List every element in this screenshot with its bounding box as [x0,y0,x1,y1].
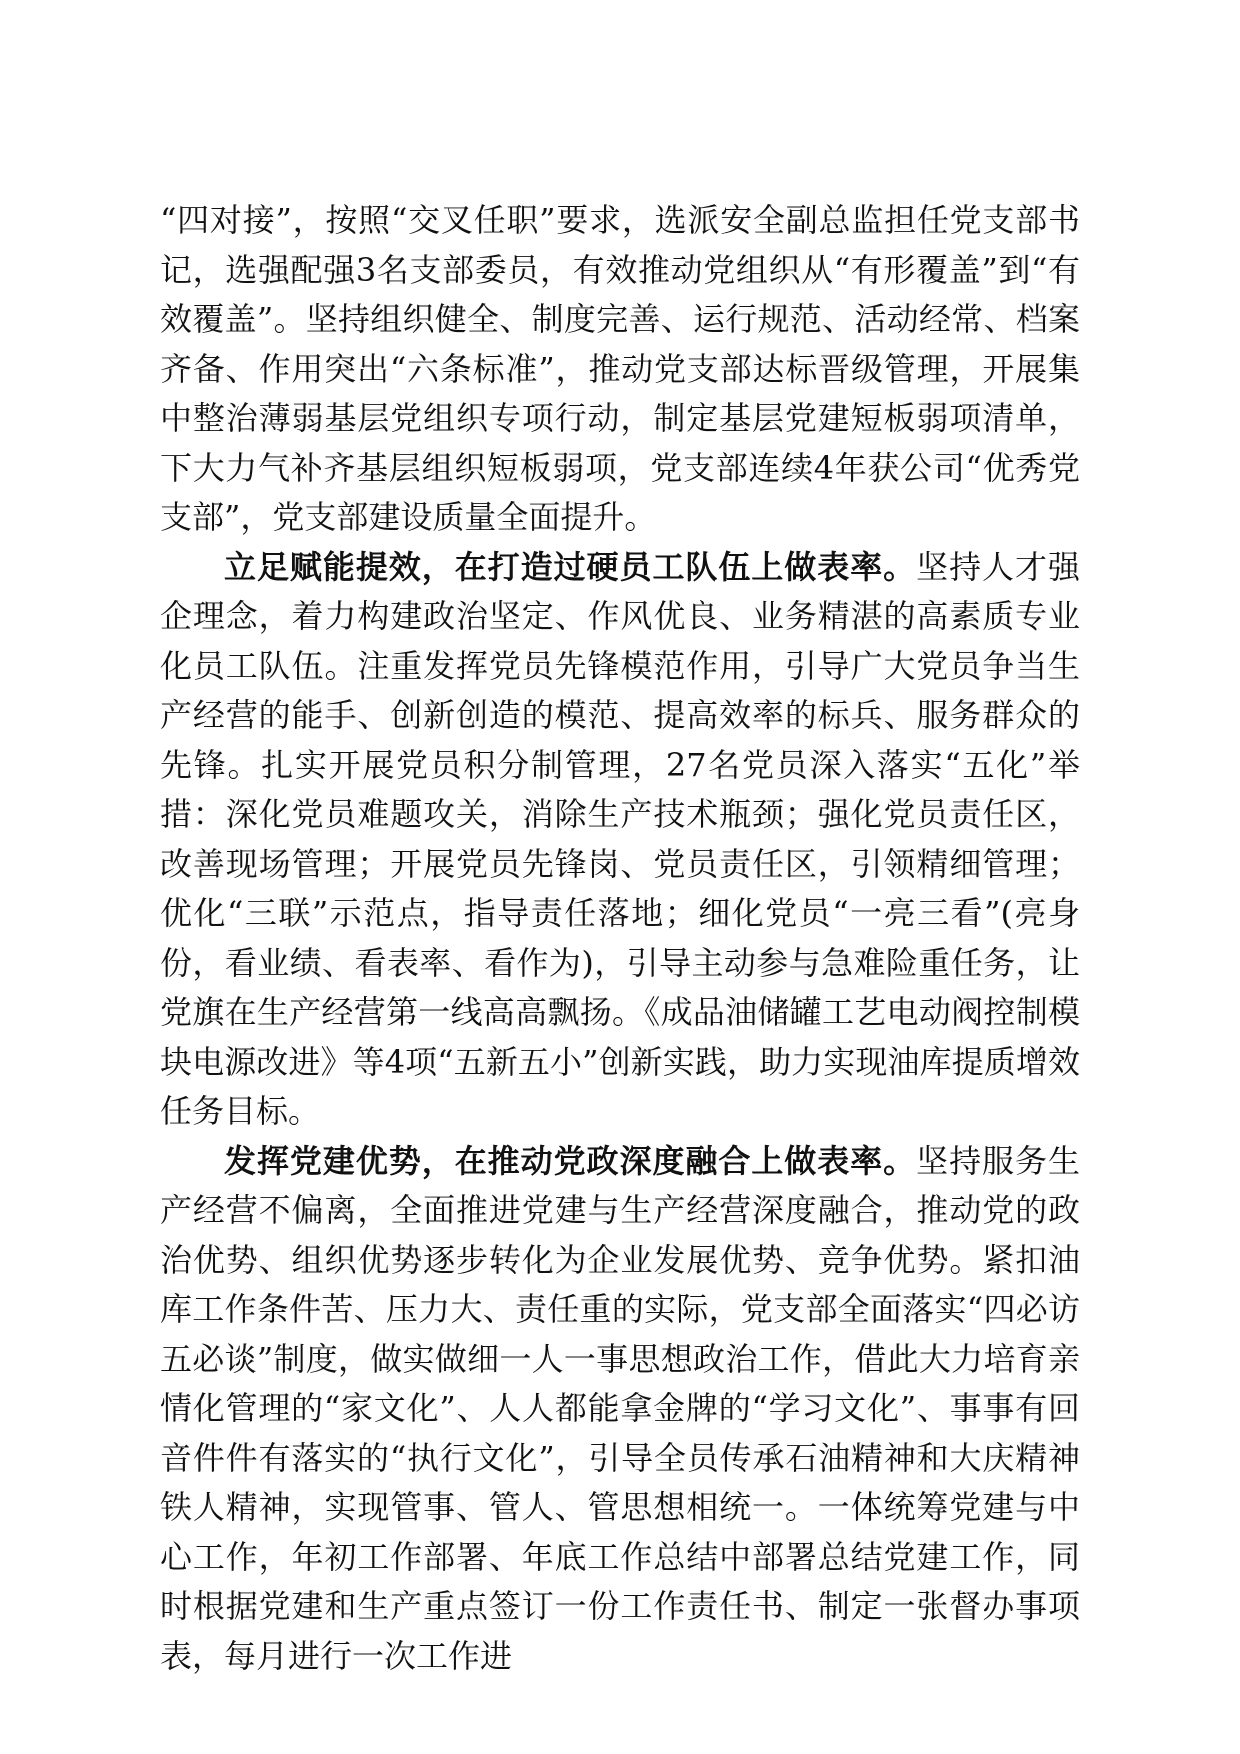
paragraph-3-text: 坚持服务生产经营不偏离，全面推进党建与生产经营深度融合，推动党的政治优势、组织优势逐步转化为企业发展优势、竞争优势。紧扣油库工作条件苦、压力大、责任重的实际，党支部全面落实“四必访五必谈”制度，做实做细一人一事思想政治工作，借此大力培育亲情化管理的“家文化”、人人都能拿金牌的“学习文化”、事事有回音件件有落实的“执行文化”，引导全员传承石油精神和大庆精神铁人精神，实现管事、管人、管思想相统一。一体统筹党建与中心工作，年初工作部署、年底工作总结中部署总结党建工作，同时根据党建和生产重点签订一份工作责任书、制定一张督办事项表，每月进行一次工作进 [160,1141,1080,1675]
paragraph-3 [160,1137,1080,1682]
paragraph-2-heading: 立足赋能提效，在打造过硬员工队伍上做表率。 [224,547,917,586]
paragraph-3-heading: 发挥党建优势，在推动党政深度融合上做表率。 [224,1141,917,1180]
paragraph-2 [160,543,1080,1137]
paragraph-1 [160,196,1080,543]
paragraph-1-text: “四对接”，按照“交叉任职”要求，选派安全副总监担任党支部书记，选强配强3名支部委员，有效推动党组织从“有形覆盖”到“有效覆盖”。坚持组织健全、制度完善、运行规范、活动经常、档案齐备、作用突出“六条标准”，推动党支部达标晋级管理，开展集中整治薄弱基层党组织专项行动，制定基层党建短板弱项清单，下大力气补齐基层组织短板弱项，党支部连续4年获公司“优秀党支部”，党支部建设质量全面提升。 [160,201,1080,536]
paragraph-2-text: 坚持人才强企理念，着力构建政治坚定、作风优良、业务精湛的高素质专业化员工队伍。注重发挥党员先锋模范作用，引导广大党员争当生产经营的能手、创新创造的模范、提高效率的标兵、服务群众的先锋。扎实开展党员积分制管理，27名党员深入落实“五化”举措：深化党员难题攻关，消除生产技术瓶颈；强化党员责任区，改善现场管理；开展党员先锋岗、党员责任区，引领精细管理；优化“三联”示范点，指导责任落地；细化党员“一亮三看”(亮身份，看业绩、看表率、看作为)，引导主动参与急难险重任务，让党旗在生产经营第一线高高飘扬。《成品油储罐工艺电动阀控制模块电源改进》等4项“五新五小”创新实践，助力实现油库提质增效任务目标。 [160,547,1080,1130]
document-body [160,196,1080,1681]
